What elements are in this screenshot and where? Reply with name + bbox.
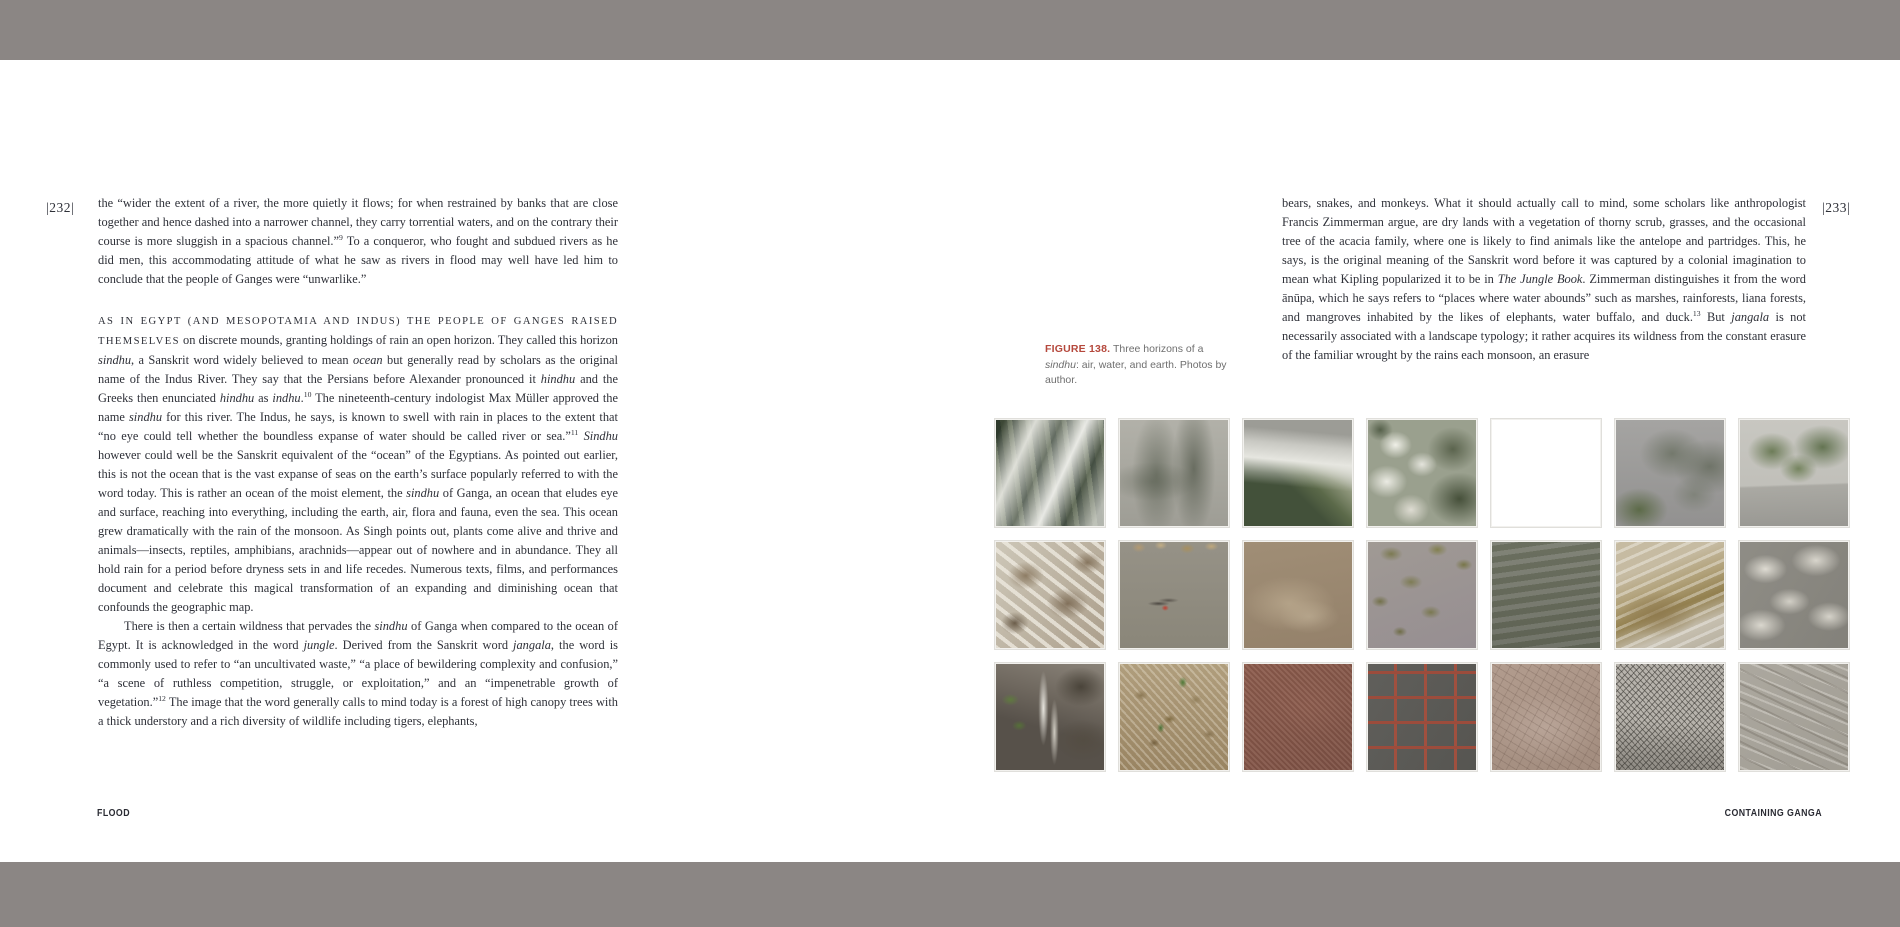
paragraph-2-body: on discrete mounds, granting holdings of rain an open horizon. They called this horizon sindhu, a Sanskrit word widely believed to mean ocean but generally read by scholars as the original name of the Indus River. They say that the Persians before Alexander pronounced it hindhu and the Greeks then enunciated hindhu as indhu.$^{10}$ The nineteenth-century indologist Max Müller approved the name sindhu for this river. The Indus, he says, is known to swell with rain in places to the extent that “no eye could tell whether the boundless expanse of water should be called river or sea.”$^{11}$ Sindhu however could well be the Sanskrit equivalent of the “ocean” of the Egyptians. As pointed out earlier, this is not the ocean that is the vast expanse of seas on the earth’s surface popularly referred to with the word today. This is rather an ocean of the moist element, the sindhu of Ganga, an ocean that eludes eye and surface, reaching into everything, including the earth, air, flora and fauna, even the sea. This ocean grew dramatically with the rain of the monsoon. As Singh points out, plants come alive and thrive and animals—insects, reptiles, amphibians, arachnids—appear out of nowhere and in abundance. They all hold rain for a period before dryness sets in and life recedes. Numerous texts, films, and performances document and celebrate this magical transformation of an expanding and diminishing ocean that confounds the geographic map.: [98, 333, 618, 614]
photo-earth-cracked-pink-mud: [1490, 662, 1602, 772]
figure-number-label: FIGURE 138.: [1045, 343, 1111, 355]
right-paragraph-1: bears, snakes, and monkeys. What it should actually call to mind, some scholars like anthropologist Francis Zimmerman argue, are dry lands with a vegetation of thorny scrub, grasses, and the occasional tree of the acacia family, where one is likely to find animals like the antelope and partridges. This, he says, is the original meaning of the Sanskrit word before it was captured by a colonial imagination to mean what Kipling popularized it to be in The Jungle Book. Zimmerman distinguishes it from the word ānūpa, which he says refers to “places where water abounds” such as marshes, rainforests, liana forests, and mangroves inhabited by the likes of elephants, water buffalo, and duck.$^{13}$ But jangala is not necessarily associated with a landscape typology; it rather acquires its wildness from the constant erasure of the familiar wrought by the rains each monsoon, an erasure: [1282, 196, 1806, 362]
right-running-footer: CONTAINING GANGA: [1724, 808, 1822, 819]
photo-earth-rippled-sand: [1738, 662, 1850, 772]
top-gray-band: [0, 0, 1900, 60]
photo-water-churning-foam: [1738, 540, 1850, 650]
photo-water-muddy-surge: [1242, 540, 1354, 650]
photo-earth-red-soil: [1242, 662, 1354, 772]
figure-caption: [1045, 342, 1235, 389]
photo-earth-speckled-sand: [1614, 662, 1726, 772]
photo-water-floating-debris: [1366, 540, 1478, 650]
left-paragraph-3: There is then a certain wildness that pervades the sindhu of Ganga when compared to the ocean of Egypt. It is acknowledged in the word jungle. Derived from the Sanskrit word jangala, the word is commonly used to refer to “an uncultivated waste,” “a place of bewildering complexity and confusion,” “a scene of ruthless competition, struggle, or exploitation,” and an “impenetrable growth of vegetation.”$^{12}$ The image that the word generally calls to mind today is a forest of high canopy trees with a thick understory and a rich diversity of wildlife including tigers, elephants,: [98, 619, 618, 728]
photo-air-palms-in-rain-haze: [1614, 418, 1726, 528]
photo-earth-brick-paving-red-joints: [1366, 662, 1478, 772]
photo-water-rippled-surface: [1490, 540, 1602, 650]
photo-air-cloud-band-over-ridge: [1242, 418, 1354, 528]
photo-earth-waterfall-over-rocks: [994, 662, 1106, 772]
right-page-number: |233|: [1822, 200, 1851, 215]
photo-air-foggy-conifer-slope: [994, 418, 1106, 528]
photo-water-edge-with-pebbles-offerings: [1118, 540, 1230, 650]
left-running-footer: FLOOD: [97, 808, 130, 819]
right-page-text-column: [1282, 194, 1806, 365]
photo-air-mist-beside-foliage-wall: [1490, 418, 1602, 528]
photo-air-mangroves-in-water: [1738, 418, 1850, 528]
photo-air-two-firs-in-mist: [1118, 418, 1230, 528]
bottom-gray-band: [0, 862, 1900, 927]
photo-water-foam-over-rocks: [994, 540, 1106, 650]
small-caps-opener: AS IN EGYPT (AND MESOPOTAMIA AND INDUS) THE PEOPLE OF GANGES RAISED THEMSELVES: [98, 316, 618, 347]
left-page-text-column: [98, 194, 618, 731]
left-paragraph-2: [98, 311, 618, 617]
photo-earth-gravel-with-sprouts: [1118, 662, 1230, 772]
left-paragraph-1: the “wider the extent of a river, the more quietly it flows; for when restrained by banks that are close together and hence dashed into a narrower channel, they carry torrential waters, and on the contrary their course is more sluggish in a spacious channel.”$^9$ To a conqueror, who fought and subdued rivers as he did men, this accommodating attitude of what he saw as rivers in flood may well have led him to conclude that the people of Ganges were “unwarlike.”: [98, 196, 618, 286]
left-page-number: |232|: [46, 200, 75, 215]
figure-caption-text: Three horizons of a sindhu: air, water, and earth. Photos by author.: [1045, 343, 1227, 386]
photo-water-wave-on-sand: [1614, 540, 1726, 650]
figure-photo-grid: [994, 418, 1850, 772]
photo-air-bright-fog-through-canopy: [1366, 418, 1478, 528]
